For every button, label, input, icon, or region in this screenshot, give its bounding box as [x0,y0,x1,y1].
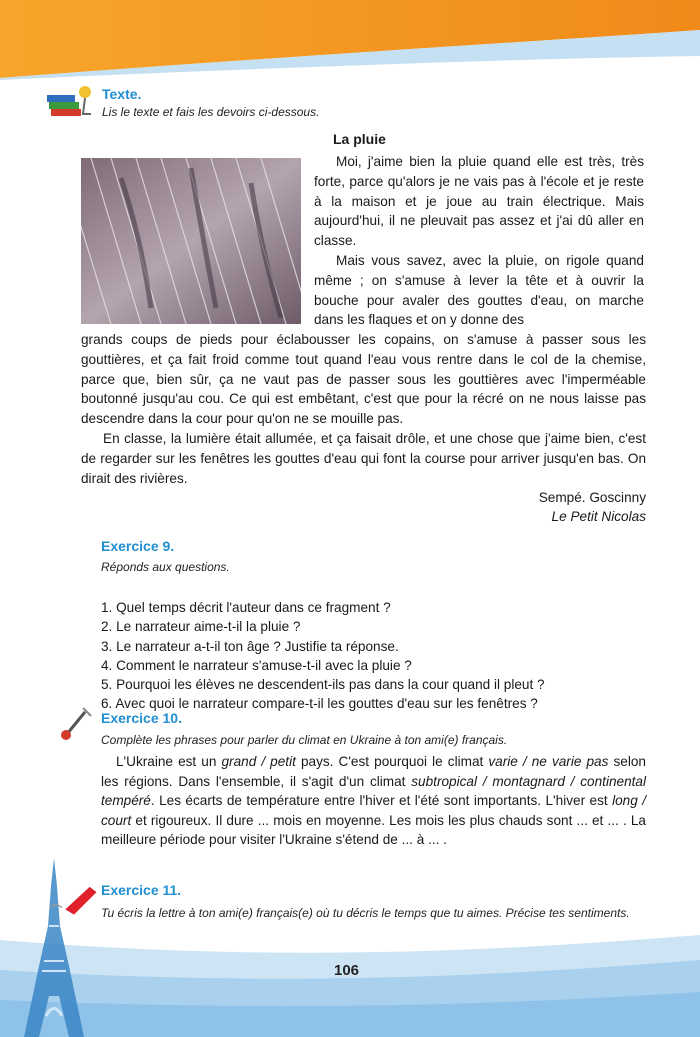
list-item: 4. Comment le narrateur s'amuse-t-il avec la pluie ? [101,657,412,673]
list-item: 3. Le narrateur a-t-il ton âge ? Justifie ta réponse. [101,638,399,654]
ex10-t3: selon les régions. Dans l'ensemble, il s'agit d'un climat [101,754,646,789]
ex10-t1: L'Ukraine est un [116,754,222,769]
list-item: 6. Avec quoi le narrateur compare-t-il les gouttes d'eau sur les fenêtres ? [101,696,538,712]
top-orange-band [0,0,700,80]
reading-paragraph-2 [81,330,646,488]
ex10-choice-4: long / court [101,793,646,828]
signature [539,488,646,526]
reading-p2-top: Mais vous savez, avec la pluie, on rigole quand même ; on s'amuse à lever la tête et à ouvrir la bouche pour avaler des gouttes d'eau, on marche dans les flaques et on y donne des [314,252,644,328]
exercice9-title: Exercice 9. [101,538,175,554]
ex10-choice-1: grand / petit [221,754,296,769]
book-title: Le Petit Nicolas [551,509,646,524]
list-item: 5. Pourquoi les élèves ne descendent-ils pas dans la cour quand il pleut ? [101,677,545,693]
rain-photo [81,158,301,324]
exercice9-instruction: Réponds aux questions. [101,560,230,574]
texte-title: Texte. [102,86,142,102]
reading-p1: Moi, j'aime bien la pluie quand elle est très, très forte, parce qu'alors je ne vais pas à l'école et je reste à la maison et je joue au train électrique. Mais aujourd'hui, il ne pleuvait pas assez et j'ai dû aller en classe. [314,154,644,249]
book-lamp-icon [47,84,97,120]
list-item: 1. Quel temps décrit l'auteur dans ce fragment ? [101,600,391,615]
pen-icon [48,880,100,918]
texte-instruction: Lis le texte et fais les devoirs ci-dessous. [102,105,320,119]
ex10-choice-2: varie / ne varie pas [488,754,609,769]
bottom-blue-band [0,930,700,1037]
author: Sempé. Goscinny [538,490,646,505]
ex10-t5: et rigoureux. Il dure ... mois en moyenne. Les mois les plus chauds sont ... et ... . La meilleure période pour visiter l'Ukraine s'étend de ... à ... . [101,812,646,848]
reading-paragraph-1 [314,152,644,330]
exercice10-text [101,752,646,850]
ex10-choice-3: subtropical / montagnard / continental tempéré [101,773,646,809]
thermometer-icon [57,702,97,742]
ex10-t2: pays. C'est pourquoi le climat [295,754,489,769]
list-item: 2. Le narrateur aime-t-il la pluie ? [101,619,301,635]
exercice11-title: Exercice 11. [101,882,182,898]
ex10-t4: . Les écarts de température entre l'hiver et l'été sont importants. L'hiver est [150,793,613,809]
reading-p3: En classe, la lumière était allumée, et ça faisait drôle, et une chose que j'aime bien, c'est de regarder sur les fenêtres les gouttes d'eau qui font la course pour arriver jusqu'en bas. On dirait des rivières. [81,430,646,486]
page-number: 106 [334,962,360,979]
exercice10-title: Exercice 10. [101,710,182,726]
exercice11-instruction: Tu écris la lettre à ton ami(e) français(e) où tu décris le temps que tu aimes. Précise tes sentiments. [101,906,630,920]
reading-title: La pluie [333,131,386,147]
exercice10-instruction: Complète les phrases pour parler du climat en Ukraine à ton ami(e) français. [101,733,508,747]
reading-p2-rest: grands coups de pieds pour éclabousser les copains, on s'amuse à passer sous les gouttières, et ça fait froid comme tout quand l'eau vous rentre dans le col de la chemise, parce que, bien sûr, ça ne vaut pas de passer sous les gouttières avec l'imperméable boutonné jusqu'au cou. Ce qui est embêtant, c'est que pour la récré on ne nous laisse pas descendre dans la cour pour qu'on ne se mouille pas. [81,332,646,427]
exercice9-questions [101,598,545,714]
